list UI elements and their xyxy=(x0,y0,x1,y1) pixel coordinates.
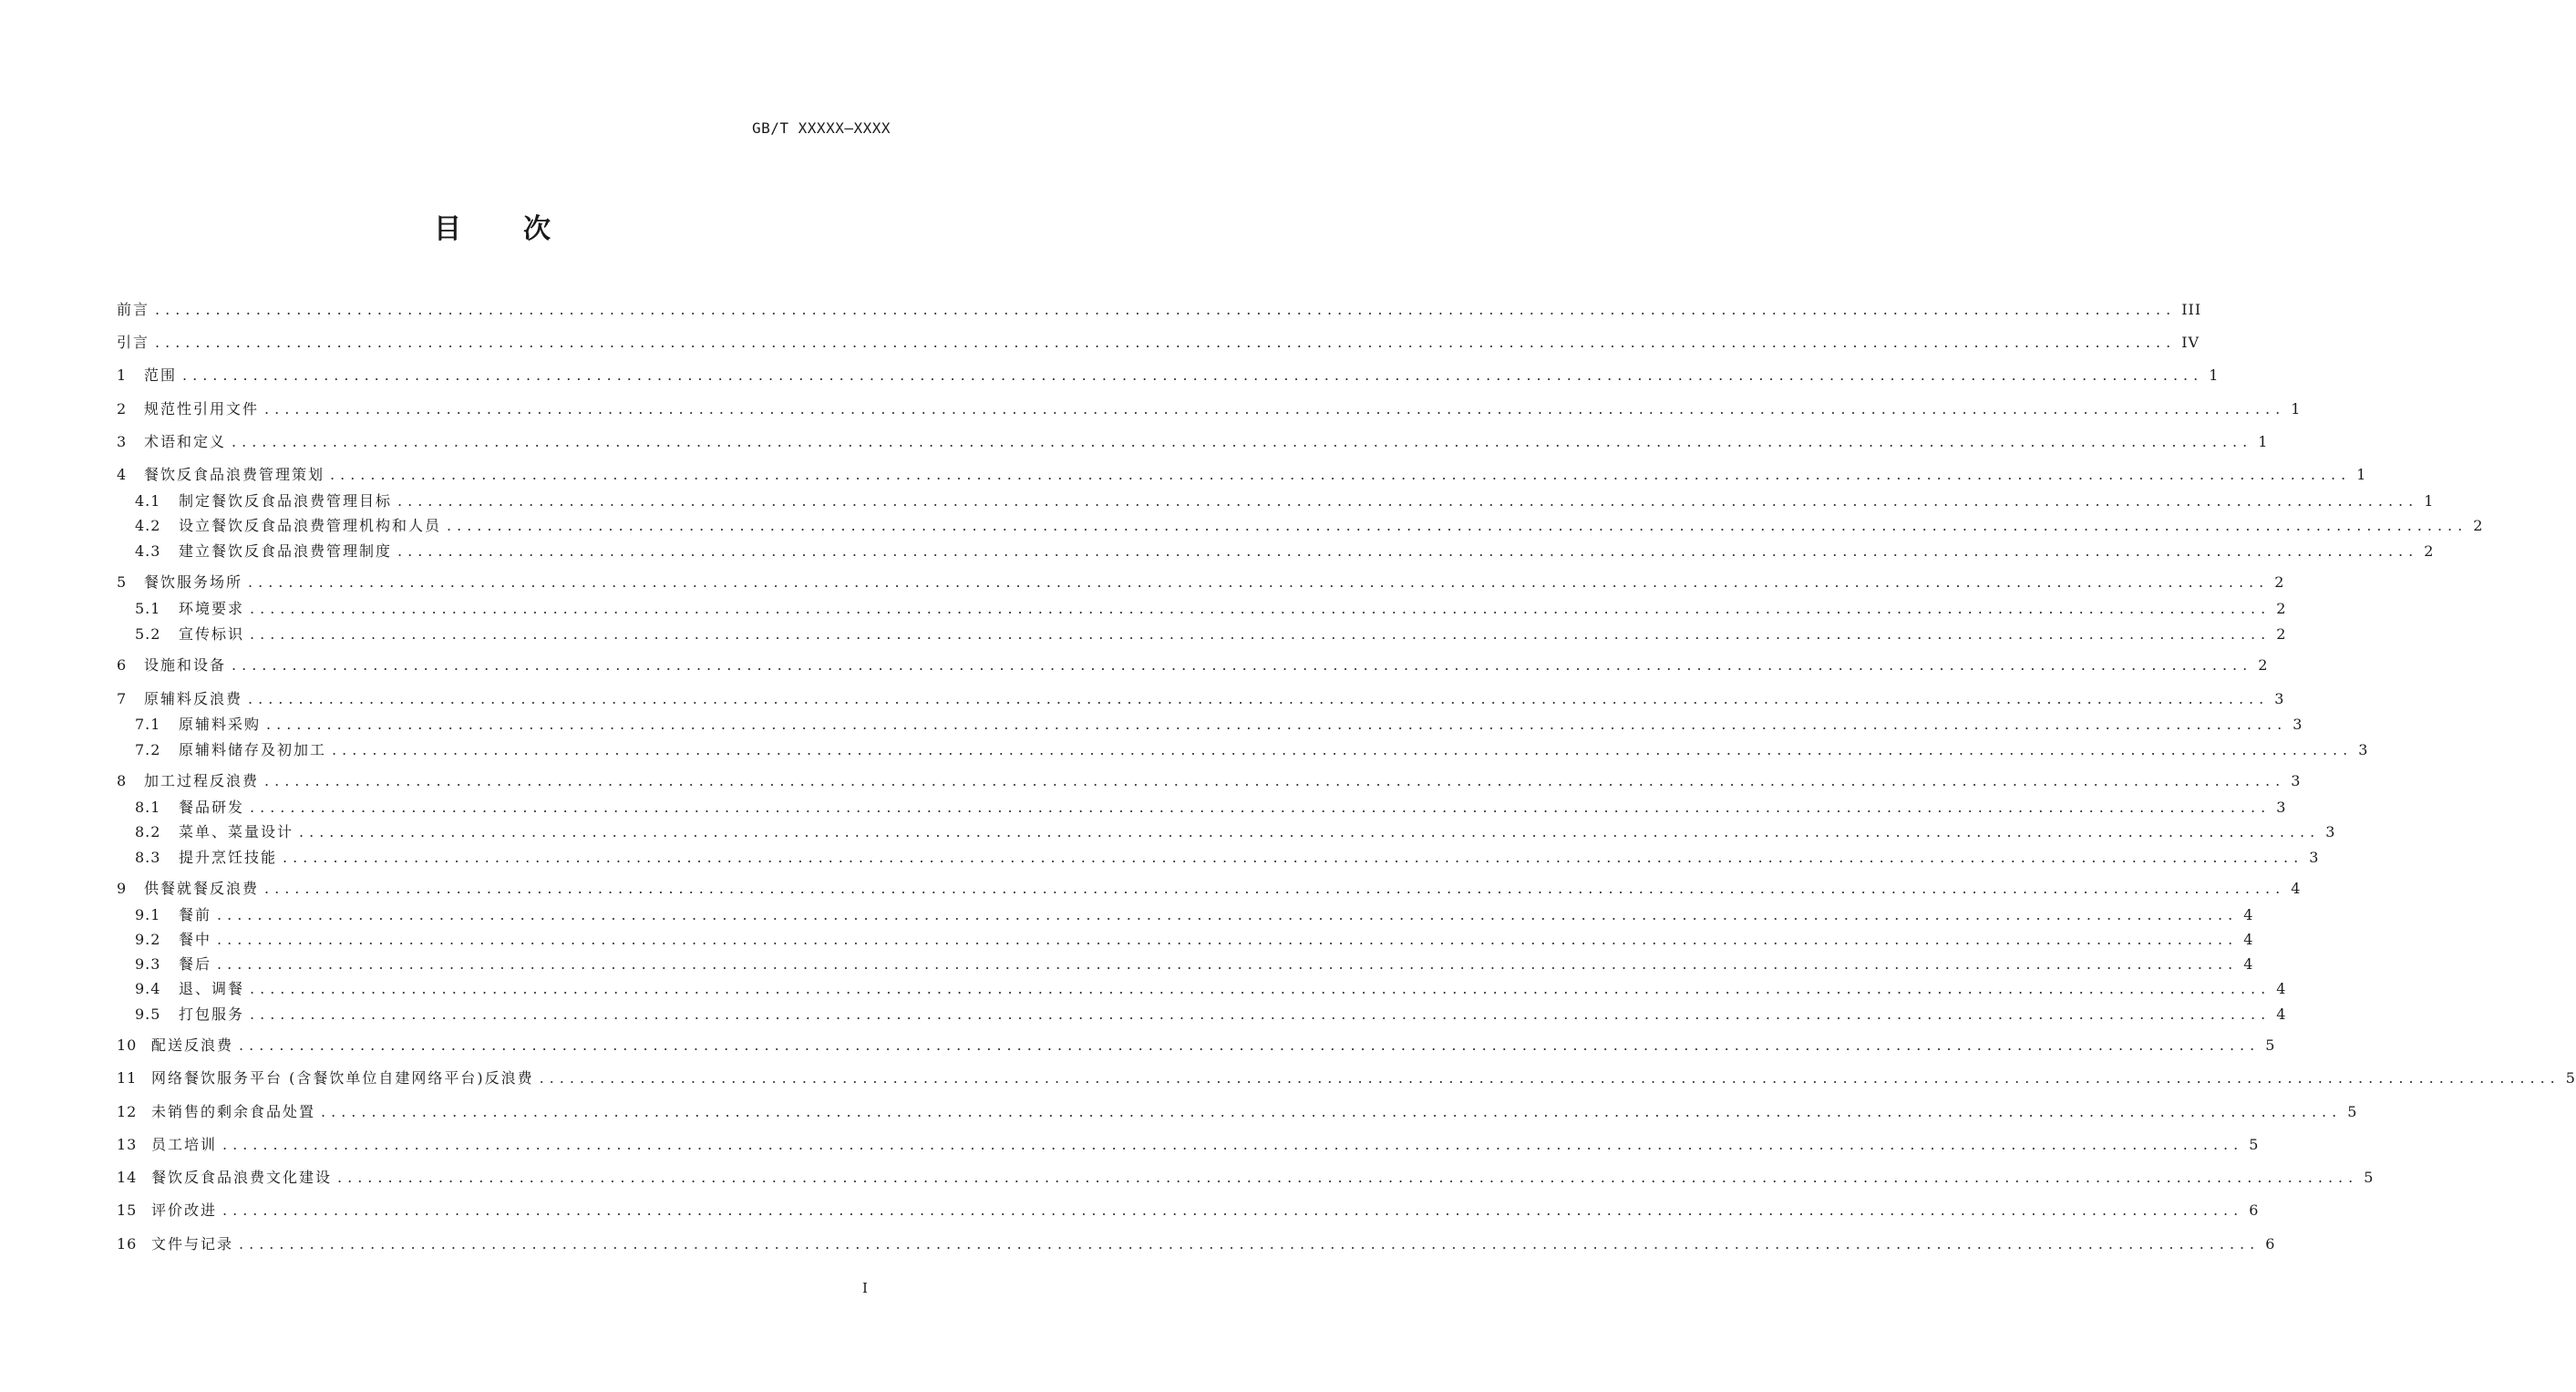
toc-entry-label: 宣传标识 xyxy=(179,625,245,643)
toc-entry-number: 7.2 xyxy=(135,741,161,758)
toc-entry-page: 2 xyxy=(2274,573,2285,591)
toc-entry-page: 2 xyxy=(2276,625,2287,643)
toc-entry-label: 餐前 xyxy=(179,906,212,923)
toc-leader-dots: ........................................................................................................................................................................................................ xyxy=(250,799,2272,816)
toc-entry-label: 餐饮服务场所 xyxy=(144,573,243,591)
toc-entry-label: 术语和定义 xyxy=(144,433,227,450)
toc-entry[interactable] xyxy=(117,1167,2375,1189)
toc-entry-page: 4 xyxy=(2243,931,2254,948)
toc-entry-label: 文件与记录 xyxy=(151,1235,234,1253)
toc-entry[interactable] xyxy=(117,1233,2276,1255)
title-char-2: 次 xyxy=(523,213,551,245)
toc-entry[interactable] xyxy=(117,878,2302,900)
toc-entry-page: 2 xyxy=(2258,656,2269,674)
toc-entry-page: 6 xyxy=(2265,1235,2276,1253)
toc-entry-label: 原辅料采购 xyxy=(179,716,262,733)
toc-entry-label: 环境要求 xyxy=(179,600,245,617)
toc-leader-dots: ........................................................................................................................................................................................................ xyxy=(397,492,2419,510)
toc-leader-dots: ........................................................................................................................................................................................................ xyxy=(232,656,2253,674)
toc-entry-number: 5.1 xyxy=(135,600,161,617)
toc-entry-number: 5.2 xyxy=(135,625,161,643)
toc-entry[interactable] xyxy=(135,978,2287,1000)
toc-entry-number: 7 xyxy=(117,690,128,707)
toc-entry[interactable] xyxy=(135,739,2369,761)
toc-entry-page: 3 xyxy=(2325,823,2336,840)
toc-entry-label: 退、调餐 xyxy=(179,980,245,997)
toc-entry-number: 9.1 xyxy=(135,906,161,923)
toc-entry[interactable] xyxy=(135,541,2435,562)
page-title xyxy=(0,206,984,246)
toc-entry-page: 3 xyxy=(2293,716,2303,733)
toc-entry-page: 5 xyxy=(2347,1103,2358,1120)
toc-entry[interactable] xyxy=(135,598,2287,620)
toc-entry[interactable] xyxy=(117,332,2200,354)
toc-entry-page: 3 xyxy=(2291,772,2302,789)
toc-entry-number: 4 xyxy=(117,466,128,483)
toc-entry-label: 引言 xyxy=(117,334,150,351)
toc-entry-label: 打包服务 xyxy=(179,1005,245,1023)
toc-entry[interactable] xyxy=(135,515,2484,537)
toc-entry-label: 规范性引用文件 xyxy=(144,400,260,418)
toc-leader-dots: ........................................................................................................................................................................................................ xyxy=(232,433,2253,450)
toc-entry-page: 1 xyxy=(2356,466,2367,483)
toc-entry-label: 设施和设备 xyxy=(144,656,227,674)
toc-leader-dots: ........................................................................................................................................................................................................ xyxy=(337,1169,2359,1186)
toc-entry-label: 餐后 xyxy=(179,955,212,973)
toc-entry-page: 3 xyxy=(2309,849,2320,866)
toc-entry-label: 网络餐饮服务平台 (含餐饮单位自建网络平台)反浪费 xyxy=(151,1069,534,1087)
toc-entry-label: 前言 xyxy=(117,301,150,318)
toc-entry-number: 8.2 xyxy=(135,823,161,840)
toc-leader-dots: ........................................................................................................................................................................................................ xyxy=(266,716,2288,733)
title-char-1: 目 xyxy=(434,213,461,245)
toc-leader-dots: ........................................................................................................................................................................................................ xyxy=(250,1005,2272,1023)
toc-leader-dots: ........................................................................................................................................................................................................ xyxy=(264,400,2286,418)
toc-leader-dots: ........................................................................................................................................................................................................ xyxy=(330,466,2352,483)
toc-entry[interactable] xyxy=(117,299,2202,321)
toc-entry-page: 4 xyxy=(2243,955,2254,973)
toc-entry-label: 加工过程反浪费 xyxy=(144,772,260,789)
toc-entry-label: 原辅料反浪费 xyxy=(144,690,243,707)
toc-entry[interactable] xyxy=(135,1004,2287,1026)
toc-entry-page: 1 xyxy=(2209,366,2220,384)
toc-leader-dots: ........................................................................................................................................................................................................ xyxy=(321,1103,2343,1120)
toc-entry-label: 餐饮反食品浪费文化建设 xyxy=(151,1169,333,1186)
toc-entry-label: 评价改进 xyxy=(151,1201,218,1219)
toc-entry-number: 11 xyxy=(117,1069,138,1087)
toc-leader-dots: ........................................................................................................................................................................................................ xyxy=(539,1069,2561,1087)
toc-entry[interactable] xyxy=(117,365,2220,387)
toc-entry[interactable] xyxy=(117,1067,2576,1089)
toc-entry-number: 2 xyxy=(117,400,128,418)
toc-entry-number: 13 xyxy=(117,1136,138,1153)
toc-entry[interactable] xyxy=(117,1134,2260,1156)
toc-entry-label: 未销售的剩余食品处置 xyxy=(151,1103,316,1120)
toc-entry-number: 3 xyxy=(117,433,128,450)
toc-entry-page: 3 xyxy=(2276,799,2287,816)
toc-entry-number: 14 xyxy=(117,1169,138,1186)
toc-entry-page: 5 xyxy=(2265,1036,2276,1054)
toc-entry[interactable] xyxy=(117,431,2269,453)
toc-entry-number: 5 xyxy=(117,573,128,591)
toc-entry-label: 餐饮反食品浪费管理策划 xyxy=(144,466,325,483)
toc-entry-number: 9.5 xyxy=(135,1005,161,1023)
toc-entry-label: 原辅料储存及初加工 xyxy=(179,741,327,758)
toc-entry-label: 建立餐饮反食品浪费管理制度 xyxy=(179,542,393,560)
toc-entry-page: 1 xyxy=(2424,492,2435,510)
toc-leader-dots: ........................................................................................................................................................................................................ xyxy=(264,880,2286,897)
standard-code: GB/T XXXXX—XXXX xyxy=(752,119,891,137)
toc-leader-dots: ........................................................................................................................................................................................................ xyxy=(239,1036,2261,1054)
toc-entry-label: 菜单、菜量设计 xyxy=(179,823,294,840)
toc-entry[interactable] xyxy=(135,904,2254,926)
toc-entry-label: 提升烹饪技能 xyxy=(179,849,278,866)
toc-entry-page: 5 xyxy=(2364,1169,2375,1186)
toc-entry-number: 12 xyxy=(117,1103,138,1120)
toc-entry-number: 4.3 xyxy=(135,542,161,560)
toc-entry[interactable] xyxy=(117,398,2302,420)
toc-entry[interactable] xyxy=(117,1101,2358,1123)
toc-entry-number: 4.2 xyxy=(135,517,161,534)
toc-leader-dots: ........................................................................................................................................................................................................ xyxy=(447,517,2468,534)
toc-entry[interactable] xyxy=(117,655,2269,676)
toc-entry-page: III xyxy=(2181,301,2202,318)
toc-leader-dots: ........................................................................................................................................................................................................ xyxy=(250,625,2272,643)
toc-entry-label: 供餐就餐反浪费 xyxy=(144,880,260,897)
toc-entry-page: 1 xyxy=(2291,400,2302,418)
toc-entry-label: 范围 xyxy=(144,366,178,384)
toc-entry-number: 9.4 xyxy=(135,980,161,997)
toc-entry-label: 配送反浪费 xyxy=(151,1036,234,1054)
toc-entry-number: 7.1 xyxy=(135,716,161,733)
toc-leader-dots: ........................................................................................................................................................................................................ xyxy=(222,1136,2244,1153)
toc-entry-number: 10 xyxy=(117,1036,138,1054)
toc-leader-dots: ........................................................................................................................................................................................................ xyxy=(248,690,2270,707)
toc-entry-label: 制定餐饮反食品浪费管理目标 xyxy=(179,492,393,510)
toc-leader-dots: ........................................................................................................................................................................................................ xyxy=(239,1235,2261,1253)
toc-leader-dots: ........................................................................................................................................................................................................ xyxy=(217,955,2239,973)
toc-entry-page: 4 xyxy=(2243,906,2254,923)
toc-entry-page: 4 xyxy=(2276,980,2287,997)
toc-leader-dots: ........................................................................................................................................................................................................ xyxy=(217,906,2239,923)
toc-leader-dots: ........................................................................................................................................................................................................ xyxy=(155,301,2177,318)
toc-entry-number: 1 xyxy=(117,366,128,384)
toc-entry-number: 9.3 xyxy=(135,955,161,973)
toc-leader-dots: ........................................................................................................................................................................................................ xyxy=(264,772,2286,789)
toc-leader-dots: ........................................................................................................................................................................................................ xyxy=(248,573,2270,591)
toc-leader-dots: ........................................................................................................................................................................................................ xyxy=(283,849,2304,866)
toc-entry-number: 6 xyxy=(117,656,128,674)
toc-entry[interactable] xyxy=(135,714,2303,736)
toc-entry[interactable] xyxy=(135,797,2287,819)
toc-entry[interactable] xyxy=(117,688,2285,710)
toc-entry-page: 3 xyxy=(2274,690,2285,707)
toc-leader-dots: ........................................................................................................................................................................................................ xyxy=(217,931,2239,948)
toc-entry-page: 6 xyxy=(2249,1201,2260,1219)
toc-entry[interactable] xyxy=(117,464,2367,486)
toc-entry-page: 2 xyxy=(2424,542,2435,560)
toc-entry[interactable] xyxy=(135,624,2287,645)
toc-entry-number: 8.1 xyxy=(135,799,161,816)
toc-entry[interactable] xyxy=(117,1200,2260,1222)
toc-leader-dots: ........................................................................................................................................................................................................ xyxy=(250,600,2272,617)
page-number: I xyxy=(862,1280,868,1296)
toc-entry-page: 3 xyxy=(2358,741,2369,758)
toc-entry-page: 5 xyxy=(2565,1069,2576,1087)
toc-entry-number: 8.3 xyxy=(135,849,161,866)
toc-entry[interactable] xyxy=(117,770,2302,792)
toc-leader-dots: ........................................................................................................................................................................................................ xyxy=(250,980,2272,997)
toc-entry-page: 4 xyxy=(2291,880,2302,897)
toc-entry-page: 5 xyxy=(2249,1136,2260,1153)
toc-leader-dots: ........................................................................................................................................................................................................ xyxy=(397,542,2419,560)
toc-entry-page: 2 xyxy=(2276,600,2287,617)
toc-leader-dots: ........................................................................................................................................................................................................ xyxy=(299,823,2321,840)
toc-entry[interactable] xyxy=(135,821,2336,843)
toc-entry[interactable] xyxy=(135,847,2320,869)
toc-entry[interactable] xyxy=(135,490,2435,512)
toc-entry-number: 9.2 xyxy=(135,931,161,948)
toc-entry-page: 4 xyxy=(2276,1005,2287,1023)
toc-entry-page: 2 xyxy=(2473,517,2484,534)
toc-entry-number: 4.1 xyxy=(135,492,161,510)
toc-entry[interactable] xyxy=(117,572,2285,593)
toc-entry-label: 餐品研发 xyxy=(179,799,245,816)
toc-entry-page: IV xyxy=(2181,334,2200,351)
toc-entry[interactable] xyxy=(117,1035,2276,1057)
toc-leader-dots: ........................................................................................................................................................................................................ xyxy=(182,366,2204,384)
toc-entry[interactable] xyxy=(135,929,2254,951)
toc-entry-number: 8 xyxy=(117,772,128,789)
toc-entry-number: 16 xyxy=(117,1235,138,1253)
toc-entry-label: 餐中 xyxy=(179,931,212,948)
toc-leader-dots: ........................................................................................................................................................................................................ xyxy=(332,741,2354,758)
toc-entry[interactable] xyxy=(135,954,2254,975)
toc-entry-label: 设立餐饮反食品浪费管理机构和人员 xyxy=(179,517,442,534)
toc-entry-number: 15 xyxy=(117,1201,138,1219)
toc-entry-number: 9 xyxy=(117,880,128,897)
toc-entry-label: 员工培训 xyxy=(151,1136,218,1153)
toc-leader-dots: ........................................................................................................................................................................................................ xyxy=(222,1201,2244,1219)
toc-leader-dots: ........................................................................................................................................................................................................ xyxy=(155,334,2177,351)
toc-entry-page: 1 xyxy=(2258,433,2269,450)
